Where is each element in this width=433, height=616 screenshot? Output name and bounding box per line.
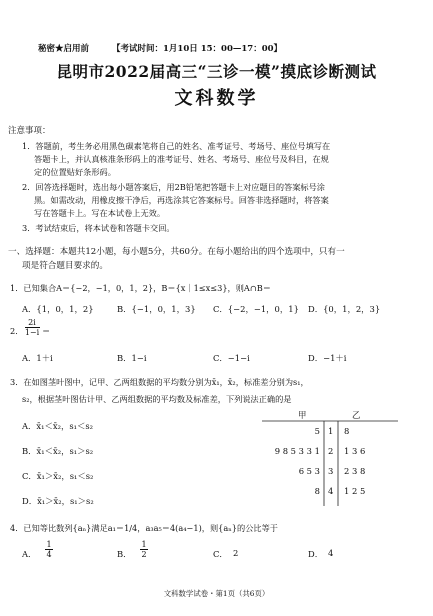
question-1-stem: 1．已知集合A＝{−2，−1，0，1，2}，B＝{x｜1≤x≤3}，则A∩B＝ <box>10 283 271 293</box>
question-3-stem: 3．在如图茎叶图中，记甲、乙两组数据的平均数分别为x̄₁，x̄₂，标准差分别为s₁， <box>10 377 309 387</box>
section-heading-cont: 项是符合题目要求的。 <box>22 261 108 271</box>
row-stem: 1 <box>328 426 334 436</box>
question-3-stem-cont: s₂，根据茎叶图估计甲、乙两组数据的平均数及标准差，下列说法正确的是 <box>22 394 292 404</box>
group-a-header: 甲 <box>298 410 307 420</box>
q3-option-c: C．x̄₁＞x̄₂，s₁＜s₂ <box>22 471 94 481</box>
q2-denominator: 1−i <box>24 328 40 337</box>
notice-line: 3．考试结束后，将本试卷和答题卡交回。 <box>22 223 175 233</box>
notice-line: 2．回答选择题时，选出每小题答案后，用2B铅笔把答题卡上对应题目的答案标号涂 <box>22 182 325 192</box>
q4-option-c-letter: C． <box>213 549 228 559</box>
q4-option-c: 2 <box>233 548 239 558</box>
row-stem: 2 <box>328 446 334 456</box>
row-right-leaves: 1 2 5 <box>344 486 366 496</box>
notice-heading: 注意事项： <box>8 126 51 136</box>
q4-a-numerator: 1 <box>46 540 52 549</box>
q2-option-b: B．1−i <box>117 353 147 363</box>
page-footer: 文科数学试卷・第1页（共6页） <box>163 589 270 598</box>
row-left-leaves: 5 <box>314 426 320 436</box>
q4-option-b-letter: B． <box>117 549 132 559</box>
q2-equals: ＝ <box>42 326 51 336</box>
row-right-leaves: 2 3 8 <box>344 466 366 476</box>
q2-option-a: A．1＋i <box>22 353 53 363</box>
q3-option-d: D．x̄₁＞x̄₂，s₁＞s₂ <box>22 496 94 506</box>
q3-option-a: A．x̄₁＜x̄₂，s₁＜s₂ <box>22 421 94 431</box>
row-left-leaves: 8 <box>314 486 320 496</box>
q4-option-a-letter: A． <box>22 549 37 559</box>
q4-a-denominator: 4 <box>46 550 52 559</box>
q2-fraction <box>24 318 40 337</box>
row-stem: 3 <box>328 466 334 476</box>
subject-title: 文科数学 <box>174 88 259 109</box>
row-stem: 4 <box>328 486 334 496</box>
notice-line: 答题卡上，并认真核准条形码上的准考证号、姓名、考场号、座位号及科目，在规 <box>34 154 329 164</box>
stem-leaf-plot <box>262 408 398 506</box>
q1-option-b: B．{−1，0，1，3} <box>117 304 196 314</box>
q2-option-d: D．−1＋i <box>308 353 347 363</box>
row-right-leaves: 8 <box>344 426 350 436</box>
notice-line: 1．答题前，考生务必用黑色碳素笔将自己的姓名、准考证号、考场号、座位号填写在 <box>22 141 331 151</box>
q4-option-a-fraction <box>44 540 54 559</box>
q3-option-b: B．x̄₁＜x̄₂，s₁＞s₂ <box>22 446 94 456</box>
exam-title: 昆明市2022届高三“三诊一模”摸底诊断测试 <box>56 62 377 81</box>
q1-option-d: D．{0，1，2，3} <box>308 304 381 314</box>
exam-time: 【考试时间：1月10日 15：00—17：00】 <box>112 44 283 54</box>
q4-option-b-fraction <box>139 540 149 559</box>
q1-option-c: C．{−2，−1，0，1} <box>213 304 299 314</box>
notice-line: 写在答题卡上。写在本试卷上无效。 <box>34 208 166 218</box>
q2-option-c: C．−1−i <box>213 353 250 363</box>
row-right-leaves: 1 3 6 <box>344 446 366 456</box>
notice-line: 定的位置贴好条形码。 <box>34 167 116 177</box>
q4-b-numerator: 1 <box>141 540 147 549</box>
group-b-header: 乙 <box>352 410 361 420</box>
secret-label: 秘密★启用前 <box>38 44 90 54</box>
q1-option-a: A．{1，0，1，2} <box>22 304 94 314</box>
notice-line: 黑。如需改动，用橡皮擦干净后，再选涂其它答案标号。回答非选择题时，将答案 <box>34 195 329 205</box>
question-4-stem: 4．已知等比数列{aₙ}满足a₁＝1/4，a₃a₅＝4(a₄−1)，则{aₙ}的公比等于 <box>10 523 278 533</box>
row-left-leaves: 9 8 5 3 3 1 <box>274 446 320 456</box>
q4-b-denominator: 2 <box>141 550 147 559</box>
section-heading: 一、选择题：本题共12小题，每小题5分，共60分。在每小题给出的四个选项中，只有一 <box>8 247 345 257</box>
q4-option-d: 4 <box>328 548 334 558</box>
q2-numerator: 2i <box>28 318 36 327</box>
question-2-num: 2． <box>10 326 24 336</box>
q4-option-d-letter: D． <box>308 549 324 559</box>
row-left-leaves: 6 5 3 <box>298 466 320 476</box>
